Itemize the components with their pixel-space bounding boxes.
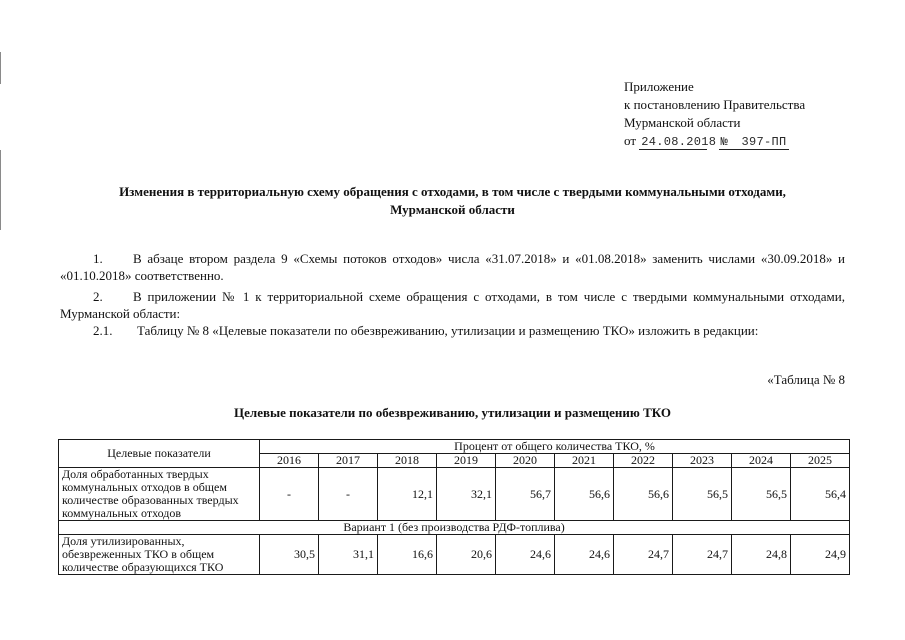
value-cell: 56,7 (496, 468, 555, 521)
year-header: 2024 (732, 454, 791, 468)
value-cell: - (319, 468, 378, 521)
value-cell: 32,1 (437, 468, 496, 521)
handwritten-number: 397-ПП (741, 135, 787, 149)
annex-header (624, 78, 805, 150)
value-cell: 56,4 (791, 468, 850, 521)
value-cell: 24,7 (614, 535, 673, 575)
left-edge-mark-upper (0, 52, 1, 84)
value-cell: 56,6 (555, 468, 614, 521)
date-prefix: от (624, 133, 637, 148)
year-header: 2018 (378, 454, 437, 468)
paragraph-number: 2.1. (93, 323, 113, 338)
number-field (719, 135, 789, 150)
year-header: 2021 (555, 454, 614, 468)
value-cell: 56,6 (614, 468, 673, 521)
left-edge-mark-lower (0, 150, 1, 230)
number-prefix: № (720, 135, 729, 149)
paragraph-text: Таблицу № 8 «Целевые показатели по обезвреживанию, утилизации и размещению ТКО» изложить в редакции: (137, 323, 759, 338)
indicator-cell: Доля обработанных твердых коммунальных отходов в общем количестве образованных твердых коммунальных отходов (59, 468, 260, 521)
indicator-column-header: Целевые показатели (59, 440, 260, 468)
value-cell: 20,6 (437, 535, 496, 575)
table-title: Целевые показатели по обезвреживанию, утилизации и размещению ТКО (234, 405, 671, 420)
value-cell: 24,7 (673, 535, 732, 575)
paragraph-text: В абзаце втором раздела 9 «Схемы потоков отходов» числа «31.07.2018» и «01.08.2018» заменить числами «30.09.2018» и «01.10.2018» соответственно. (60, 251, 845, 283)
paragraph-2 (60, 288, 845, 322)
value-cell: 24,6 (555, 535, 614, 575)
year-header: 2017 (319, 454, 378, 468)
annex-line-1: Приложение (624, 79, 694, 94)
annex-line-3: Мурманской области (624, 115, 741, 130)
year-header: 2019 (437, 454, 496, 468)
value-cell: 12,1 (378, 468, 437, 521)
value-cell: 24,6 (496, 535, 555, 575)
year-header: 2022 (614, 454, 673, 468)
paragraph-number: 2. (93, 289, 103, 304)
paragraph-number: 1. (93, 251, 103, 266)
annex-date-line (624, 132, 805, 150)
year-header: 2025 (791, 454, 850, 468)
document-title-line-2: Мурманской области (390, 202, 515, 217)
year-header: 2020 (496, 454, 555, 468)
indicator-cell: Доля утилизированных, обезвреженных ТКО в общем количестве образующихся ТКО (59, 535, 260, 575)
value-cell: 24,8 (732, 535, 791, 575)
value-cell: 16,6 (378, 535, 437, 575)
value-cell: 24,9 (791, 535, 850, 575)
paragraph-text: В приложении № 1 к территориальной схеме обращения с отходами, в том числе с твердыми коммунальными отходами, Мурманской области: (60, 289, 845, 321)
table-row-variant (59, 521, 850, 535)
document-title (50, 183, 855, 219)
value-cell: 56,5 (732, 468, 791, 521)
value-cell: 56,5 (673, 468, 732, 521)
table-row-processed-share (59, 468, 850, 521)
percent-group-header: Процент от общего количества ТКО, % (260, 440, 850, 454)
paragraph-1 (60, 250, 845, 284)
paragraph-2-1 (60, 322, 845, 339)
value-cell: 31,1 (319, 535, 378, 575)
handwritten-date: 24.08.2018 (641, 135, 717, 149)
annex-line-2: к постановлению Правительства (624, 97, 806, 112)
document-title-line-1: Изменения в территориальную схему обращения с отходами, в том числе с твердыми коммунальными отходами, (119, 184, 786, 199)
year-header: 2016 (260, 454, 319, 468)
table-reference: «Таблица № 8 (767, 372, 845, 387)
value-cell: - (260, 468, 319, 521)
variant-label-cell: Вариант 1 (без производства РДФ-топлива) (59, 521, 850, 535)
year-header: 2023 (673, 454, 732, 468)
targets-table (58, 439, 850, 575)
value-cell: 30,5 (260, 535, 319, 575)
table-row-utilized-share (59, 535, 850, 575)
